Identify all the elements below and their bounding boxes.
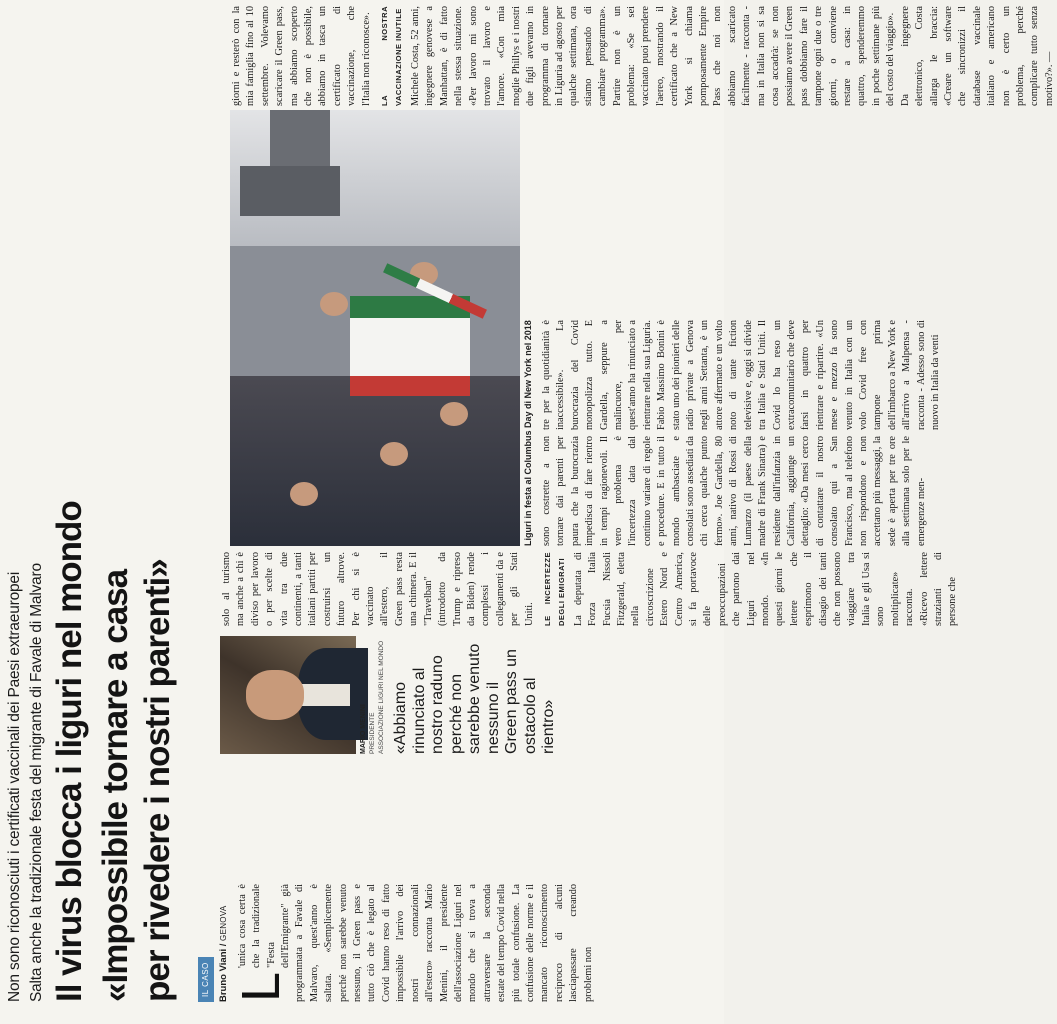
author-name: Bruno Viani: [218, 948, 230, 1002]
article-column-4: [540, 436, 927, 546]
article-text-col6b: Michele Costa, 52 anni, ingegnere genovese a Manhattan, è di fatto nella stessa situazione. «Per lavoro mi sono trovato il lavoro e l'amore. «Con mia moglie Phillys e i nostri due figli avevamo in programma di tornare in Liguria ad agosto per qualche settimana, ora stiamo pensando di cambiare programma». Partire non è un problema: «Se sei vaccinato puoi prendere l'aereo, mostrando il certificato che a New York si chiama pomposamente Empire Pass che noi non abbiamo scaricato facilmente - racconta - ma in Italia non si sa cosa accadrà: se non possiamo avere il Green pass dobbiamo fare il tampone ogni due o tre giorni, o conviene restare a casa: in quattro, spenderemmo in poche settimane più del costo del viaggio».: [409, 6, 897, 106]
headline-line-3: per rivedere i nostri parenti»: [138, 559, 177, 1002]
article-text-col6: giorni e resterò con la mia famiglia fino al 10 settembre. Volevamo scaricare il Green pass, ma abbiamo scoperto che non è possibile, abbiamo in tasca un certificato di vaccinazione, che l'Italia non riconosce».: [231, 6, 372, 106]
headline-line-1: Il virus blocca i liguri nel mondo: [50, 501, 89, 1002]
article-byline: Bruno Viani / GENOVA: [218, 905, 230, 1002]
portrait-name: MARIO MENINI: [360, 704, 367, 754]
article-kicker: IL CASO: [198, 957, 214, 1002]
article-column-5: [540, 320, 941, 430]
portrait-photo: [220, 636, 356, 754]
article-text-col5: tre per la quotidianità è inaccessibile». La burocrazia del Covid monopolizza tutto. E Gardella, seppure a malincuore, per quest'anno ha rinunciato a rientrare nella sua Liguria. Fabio Massimo Bonini è stato uno dei pionieri delle radio private a Genova negli anni Settanta, è un attore affermato e un volto noto di tante fiction televisive e, oggi si divide tra Italia e Stati Uniti. Il Covid lo ha reso un extracomunitario che deve farsi in quattro per rientrare e ripartire. «Un mese e mezzo fa sono venuto in Italia con un volo Covid free con tampone prima dell'imbarco a New York e all'arrivo a Malpensa - racconta - Adesso sono di nuovo in Italia da venti: [541, 320, 941, 430]
headline-line-2: «Impossibile tornare a casa: [96, 569, 135, 1002]
section-head-1: LE INCERTEZZE DEGLI EMIGRATI: [542, 552, 567, 626]
dropcap-letter: L: [230, 971, 291, 1002]
article-text-col1: 'unica cosa certa è che la tradizionale "Festa dell'Emigrante" già programmata a Favale di Malvaro, quest'anno è saltata. «Semplicemente perché non sarebbe venuto nessuno, il Green pass e tutto ciò che è legato al Covid hanno reso di fatto impossibile l'arrivo dei nostri connazionali all'estero» racconta Mario Menini, il presidente dell'associazione Liguri nel mondo che si trova a attraversare la seconda estate del tempo Covid nella più totale confusione. La confusione delle norme e il mancato riconoscimento reciproco di alcuni lasciapassare creando problemi non: [236, 884, 594, 1002]
subtitle-2: Salta anche la tradizionale festa del migrante di Favale di Malvaro: [28, 563, 45, 1002]
article-text-col6c: Da ingegnere elettronico, Costa allarga le braccia: «Creare un software che sincronizzi il database vaccinale italiano e americano non è certo un problema, perché complicare tutto senza motivo?». —: [899, 6, 1055, 106]
article-column-3: [220, 552, 959, 626]
dateline: GENOVA: [219, 905, 229, 941]
crowd-photo: [230, 110, 520, 546]
article-column-6: [230, 6, 1055, 106]
article-column-1: [198, 884, 718, 1002]
subtitle-1: Non sono riconosciuti i certificati vaccinali dei Paesi extraeuropei: [6, 571, 23, 1002]
photo-caption: Liguri in festa al Columbus Day di New York nel 2018: [523, 320, 533, 546]
article-text-col3: solo al turismo ma anche a chi è diviso per lavoro o per scelte di vita tra due continenti, a tanti italiani partiti per costruirsi un futuro altrove. Per chi si è vaccinato all'estero, il Green pass resta una chimera. E il "Travelban" (introdotto da Trump e ripreso da Biden) rende complessi i collegamenti da e per gli Stati Uniti.: [221, 552, 535, 626]
portrait-org: ASSOCIAZIONE LIGURI NEL MONDO: [378, 640, 385, 754]
portrait-role: PRESIDENTE: [369, 712, 376, 754]
section-head-2: LA NOSTRA VACCINAZIONE INUTILE: [380, 6, 404, 106]
article-text-col3b: La deputata di Forza Italia Fucsia Nissoli Fitzgerald, eletta nella circoscrizione Estero Nord e Centro America, si fa portavoce delle preoccupazioni che partono dai Liguri nel mondo. «In questi giorni le lettere che esprimono il disagio dei tanti che non possono viaggiare tra Italia e gli Usa si sono moltiplicate» racconta. «Ricevo lettere strazianti di persone che: [572, 552, 959, 626]
article-text-col4: sono costrette a non tornare dai parenti per paura che la burocrazia impedisca di fare rientro in tempi ragionevoli. Il vero problema è l'incertezza data dal continuo variare di regole e procedure. E in tutto il mondo ambasciate e consolati sono assediati da chi cerca qualche punto fermo». Joe Gardella, 80 anni, nativo di Rossi di Lumarzo (il paese della madre di Frank Sinatra) e residente dall'infanzia in California, aggiunge un dettaglio: «Da mesi cerco di contattare il nostro consolato qui a San Francisco, ma al telefono non rispondono e non accettano più messaggi, la sede è aperta per tre ore alla settimana solo per le emergenze men-: [541, 436, 927, 546]
pull-quote: «Abbiamo rinunciato al nostro raduno perché non sarebbe venuto nessuno il Green pass un ostacolo al rientro»: [392, 643, 557, 754]
